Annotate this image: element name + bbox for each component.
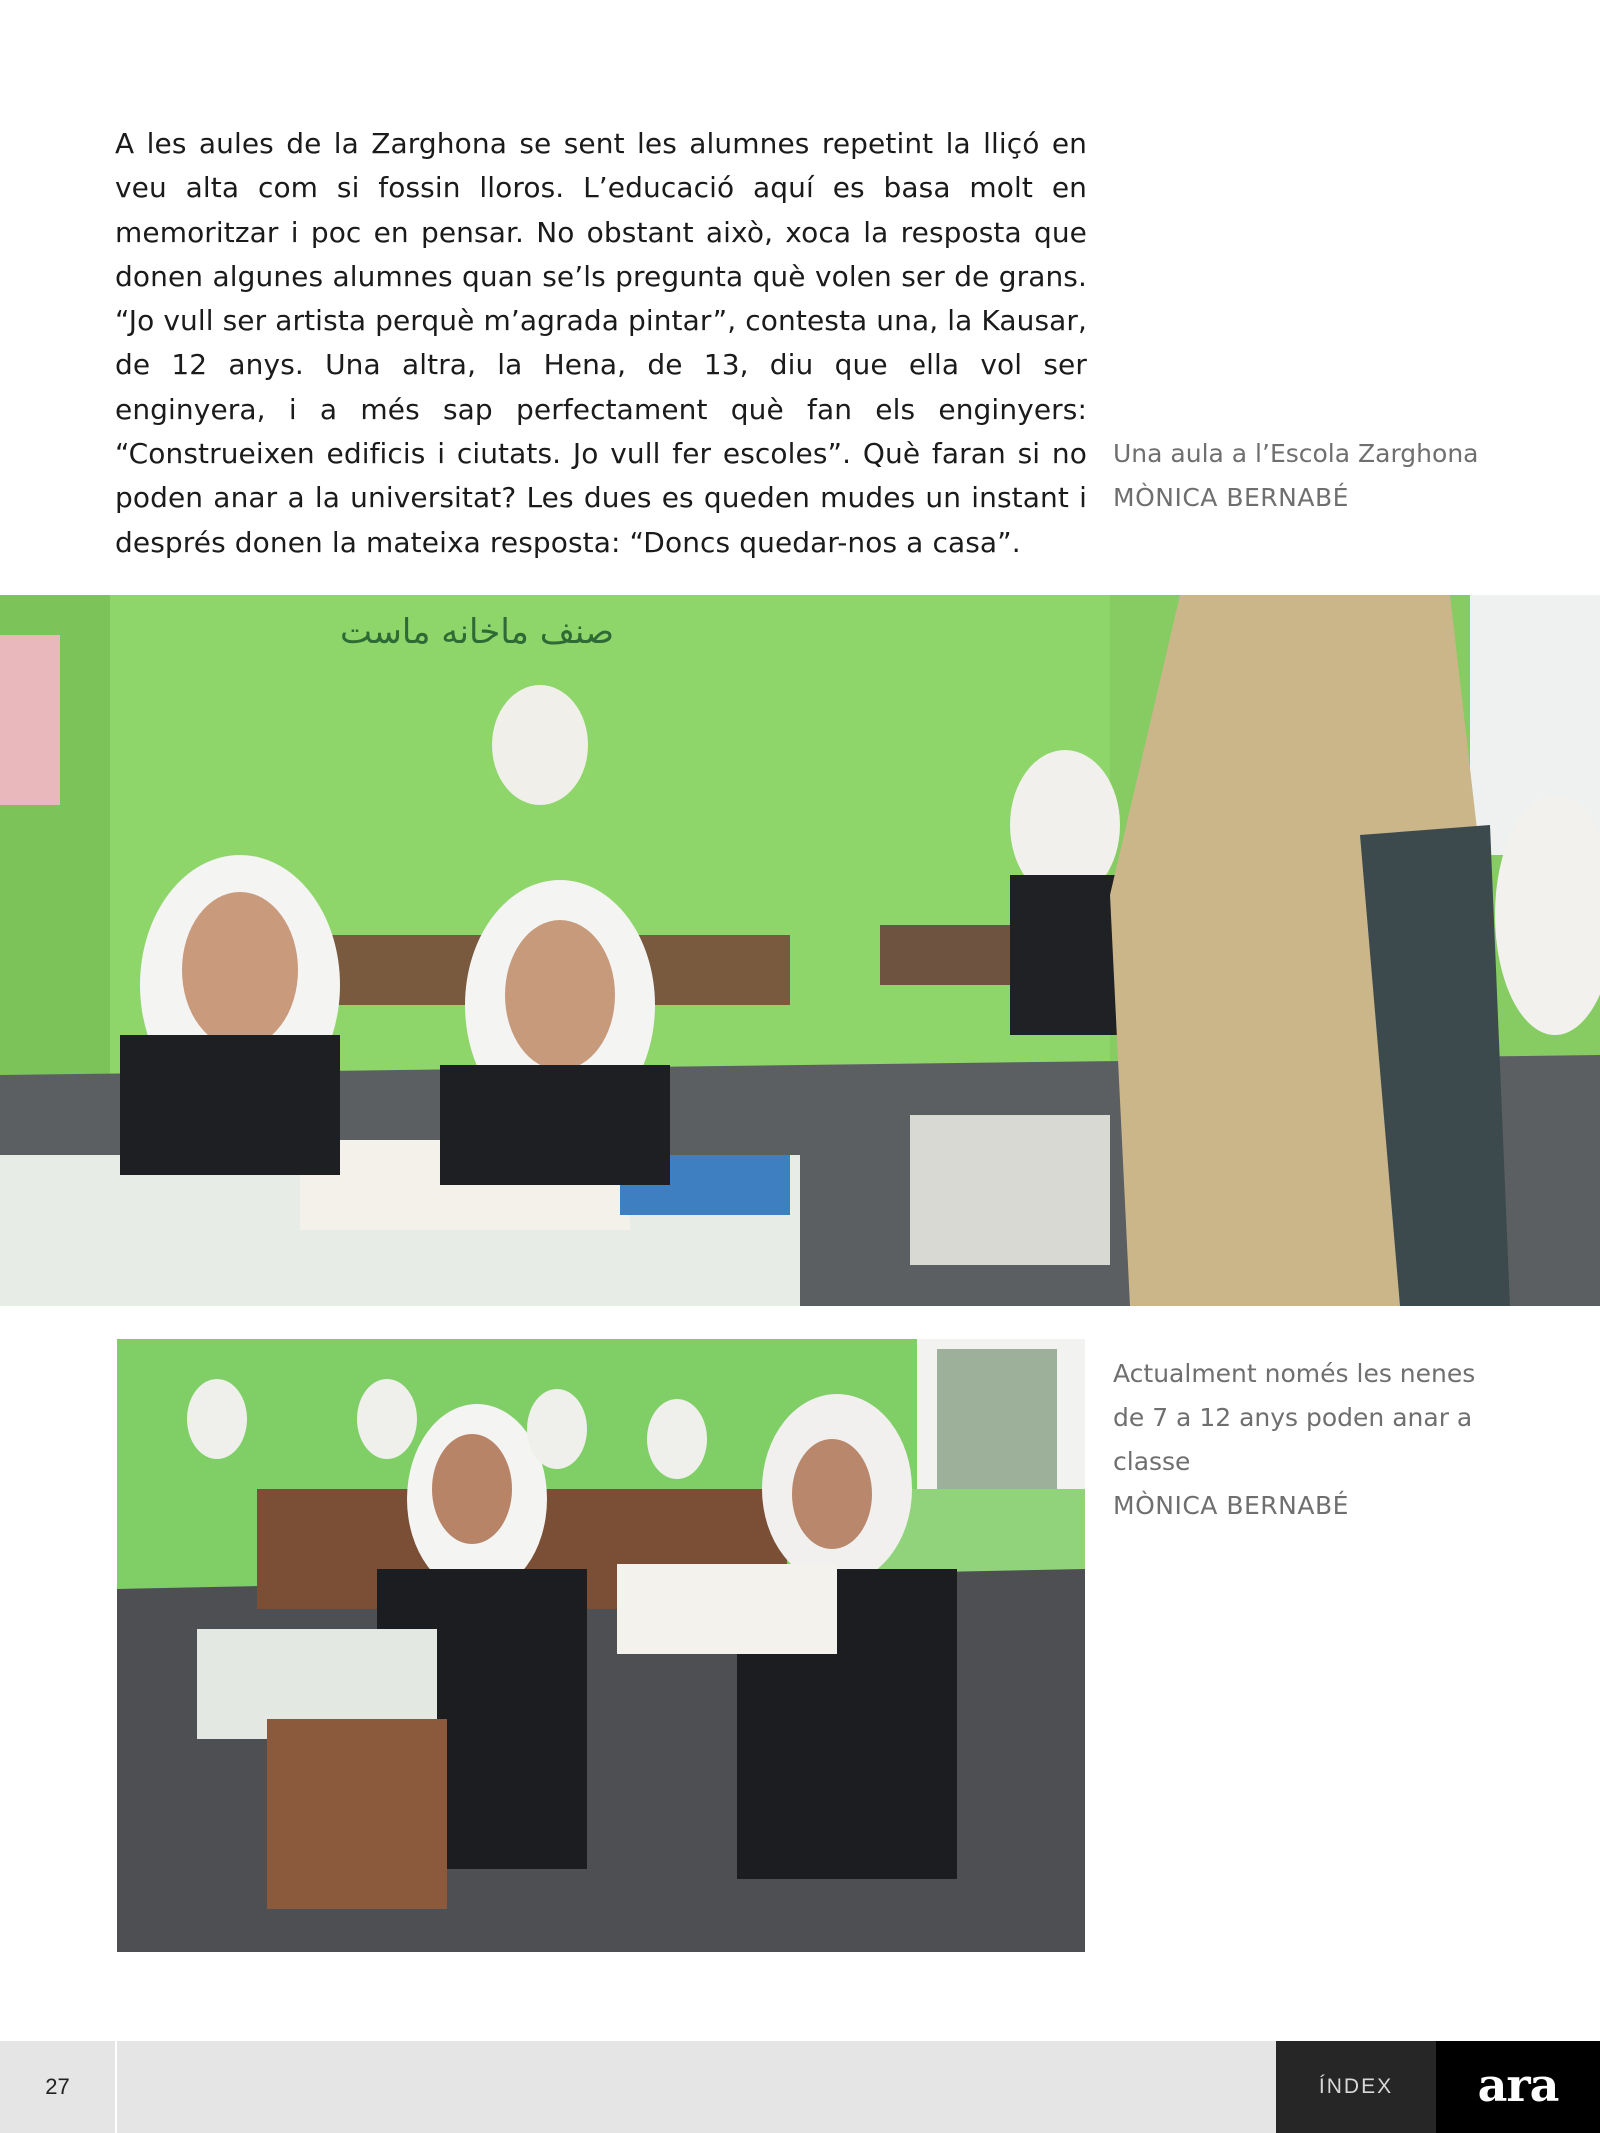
classroom-photo-girls — [117, 1339, 1085, 1952]
classroom-photo-wide — [0, 595, 1600, 1306]
article-paragraph: A les aules de la Zarghona se sent les alumnes repetint la lliçó en veu alta com si fossin lloros. L’educació aquí es basa molt en memoritzar i poc en pensar. No obstant això, xoca la resposta que donen algunes alumnes quan se’ls pregunta què volen ser de grans. “Jo vull ser artista perquè m’agrada pintar”, contesta una, la Kausar, de 12 anys. Una altra, la Hena, de 13, diu que ella vol ser enginyera, i a més sap perfectament què fan els enginyers: “Construeixen edificis i ciutats. Jo vull fer escoles”. Què faran si no poden anar a la universitat? Les dues es queden mudes un instant i després donen la mateixa resposta: “Doncs quedar-nos a casa”. — [115, 127, 1088, 559]
photo-caption-2 — [1113, 1352, 1513, 1528]
photo-caption-1 — [1113, 432, 1513, 520]
photo-credit: MÒNICA BERNABÉ — [1113, 483, 1349, 512]
caption-text: Una aula a l’Escola Zarghona — [1113, 439, 1479, 468]
svg-text:صنف ماخانه ماست: صنف ماخانه ماست — [340, 612, 615, 652]
caption-text: Actualment només les nenes de 7 a 12 anys poden anar a classe — [1113, 1359, 1476, 1476]
page-number: 27 — [0, 2041, 117, 2133]
index-button[interactable]: ÍNDEX — [1276, 2041, 1436, 2133]
page-footer — [0, 2041, 1600, 2133]
photo-credit: MÒNICA BERNABÉ — [1113, 1491, 1349, 1520]
ara-logo[interactable]: ara — [1436, 2041, 1600, 2133]
